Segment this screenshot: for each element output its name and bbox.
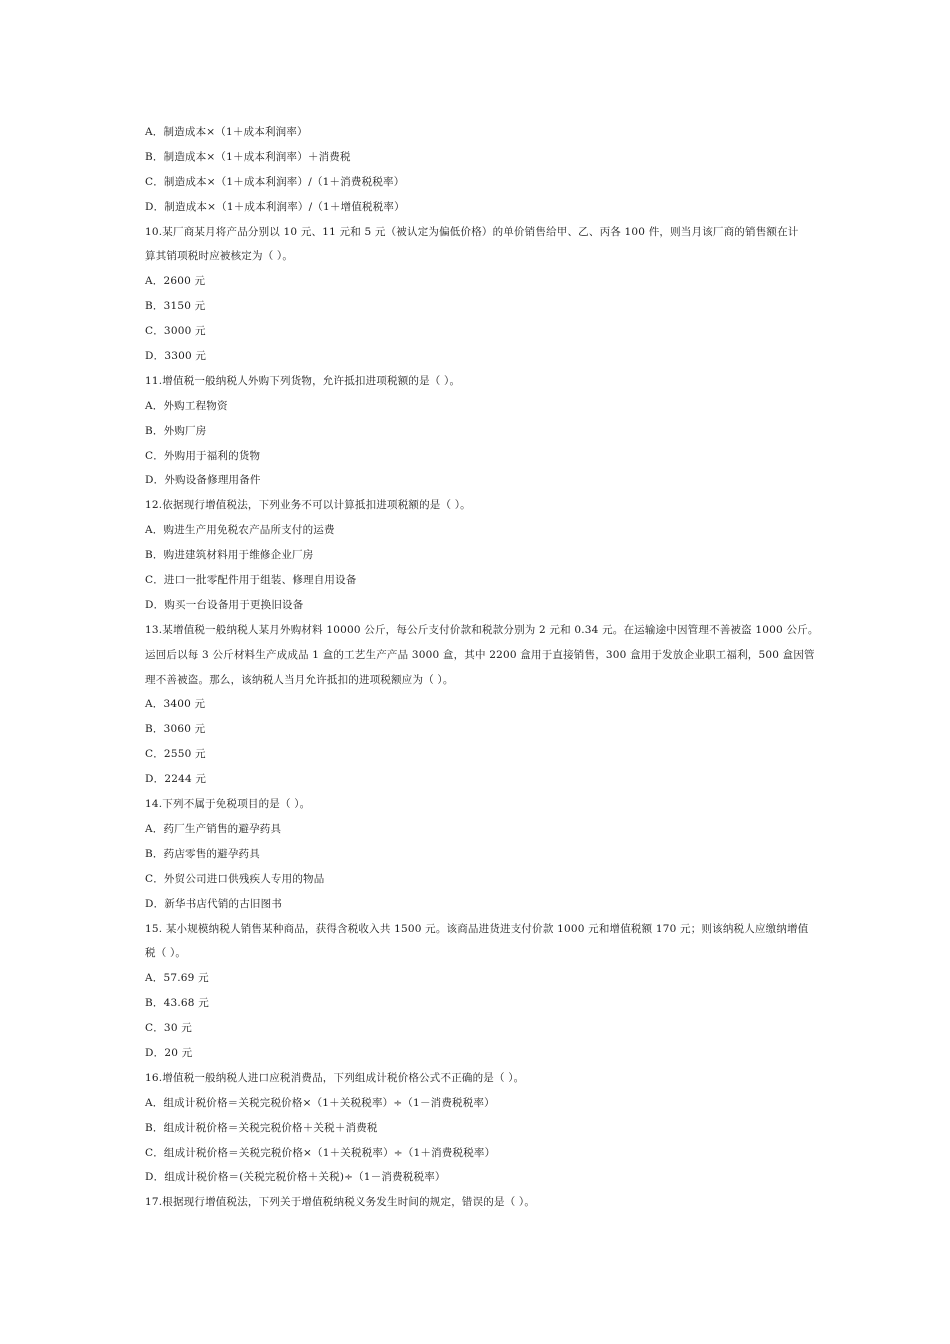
q9-option-d: D．制造成本×（1＋成本利润率）/（1＋增值税税率） bbox=[145, 200, 405, 213]
question-list bbox=[145, 120, 819, 1215]
q15-option-d: D．20 元 bbox=[145, 1046, 193, 1059]
q12-option-c: C．进口一批零配件用于组装、修理自用设备 bbox=[145, 574, 357, 587]
q10-option-b: B．3150 元 bbox=[145, 300, 206, 313]
q11-option-d: D．外购设备修理用备件 bbox=[145, 474, 261, 487]
q12-option-a: A．购进生产用免税农产品所支付的运费 bbox=[145, 524, 335, 537]
q13-option-c: C．2550 元 bbox=[145, 748, 206, 761]
q15-stem-line-2: 税（ ）。 bbox=[145, 947, 187, 960]
q11-option-c: C．外购用于福利的货物 bbox=[145, 449, 261, 462]
q14-stem: 14.下列不属于免税项目的是（ ）。 bbox=[145, 798, 311, 811]
q12-option-b: B．购进建筑材料用于维修企业厂房 bbox=[145, 549, 314, 562]
q15-stem-line-1: 15. 某小规模纳税人销售某种商品，获得含税收入共 1500 元。该商品进货进支付价款 1000 元和增值税额 170 元；则该纳税人应缴纳增值 bbox=[145, 922, 809, 935]
q14-option-c: C．外贸公司进口供残疾人专用的物品 bbox=[145, 872, 325, 885]
q13-option-d: D．2244 元 bbox=[145, 773, 207, 786]
q10-stem-line-1: 10.某厂商某月将产品分别以 10 元、11 元和 5 元（被认定为偏低价格）的单价销售给甲、乙、丙各 100 件，则当月该厂商的销售额在计 bbox=[145, 225, 799, 238]
q10-option-d: D．3300 元 bbox=[145, 350, 207, 363]
q10-option-c: C．3000 元 bbox=[145, 325, 206, 338]
q13-stem-line-1: 13.某增值税一般纳税人某月外购材料 10000 公斤，每公斤支付价款和税款分别为 2 元和 0.34 元。在运输途中因管理不善被盗 1000 公斤。 bbox=[145, 623, 819, 636]
q17-stem: 17.根据现行增值税法，下列关于增值税纳税义务发生时间的规定，错误的是（ ）。 bbox=[145, 1196, 536, 1209]
q14-option-b: B．药店零售的避孕药具 bbox=[145, 847, 260, 860]
q9-option-b: B．制造成本×（1＋成本利润率）＋消费税 bbox=[145, 150, 351, 163]
q16-stem: 16.增值税一般纳税人进口应税消费品，下列组成计税价格公式不正确的是（ ）。 bbox=[145, 1071, 525, 1084]
q16-option-a: A．组成计税价格＝关税完税价格×（1＋关税税率）÷（1－消费税税率） bbox=[145, 1096, 495, 1109]
q15-option-c: C．30 元 bbox=[145, 1022, 192, 1035]
q15-option-b: B．43.68 元 bbox=[145, 997, 209, 1010]
q11-option-a: A．外购工程物资 bbox=[145, 399, 228, 412]
q15-option-a: A．57.69 元 bbox=[145, 972, 209, 985]
q9-option-c: C．制造成本×（1＋成本利润率）/（1＋消费税税率） bbox=[145, 175, 405, 188]
q10-option-a: A．2600 元 bbox=[145, 275, 206, 288]
q16-option-b: B．组成计税价格＝关税完税价格＋关税＋消费税 bbox=[145, 1121, 378, 1134]
q14-option-a: A．药厂生产销售的避孕药具 bbox=[145, 822, 282, 835]
q13-option-b: B．3060 元 bbox=[145, 723, 206, 736]
q13-stem-line-3: 理不善被盗。那么，该纳税人当月允许抵扣的进项税额应为（ ）。 bbox=[145, 673, 454, 686]
q11-stem: 11.增值税一般纳税人外购下列货物，允许抵扣进项税额的是（ ）。 bbox=[145, 374, 461, 387]
q12-stem: 12.依据现行增值税法，下列业务不可以计算抵扣进项税额的是（ ）。 bbox=[145, 499, 471, 512]
q16-option-c: C．组成计税价格＝关税完税价格×（1＋关税税率）÷（1＋消费税税率） bbox=[145, 1146, 496, 1159]
q11-option-b: B．外购厂房 bbox=[145, 424, 207, 437]
q12-option-d: D．购买一台设备用于更换旧设备 bbox=[145, 598, 304, 611]
q13-option-a: A．3400 元 bbox=[145, 698, 206, 711]
q13-stem-line-2: 运回后以每 3 公斤材料生产成成品 1 盒的工艺生产产品 3000 盒，其中 2200 盒用于直接销售，300 盒用于发放企业职工福利，500 盒因管 bbox=[145, 648, 815, 661]
q14-option-d: D．新华书店代销的古旧图书 bbox=[145, 897, 283, 910]
q16-option-d: D．组成计税价格＝(关税完税价格＋关税)÷（1－消费税税率） bbox=[145, 1171, 446, 1184]
q10-stem-line-2: 算其销项税时应被核定为（ ）。 bbox=[145, 250, 294, 263]
q9-option-a: A．制造成本×（1＋成本利润率） bbox=[145, 126, 308, 138]
